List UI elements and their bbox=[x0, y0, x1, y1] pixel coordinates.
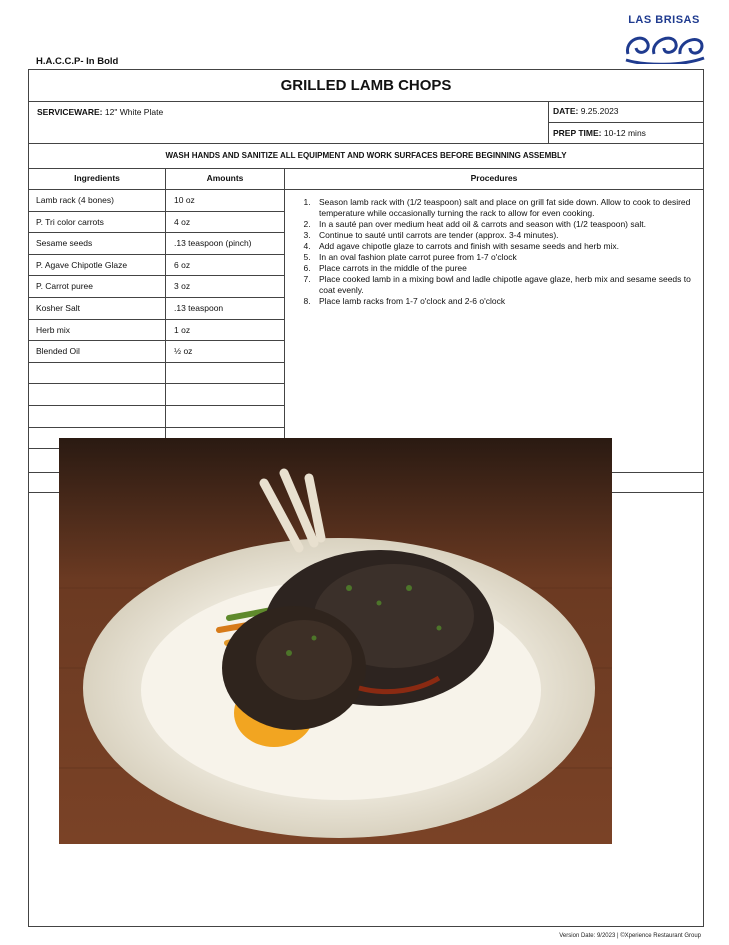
brand-logo bbox=[622, 14, 706, 64]
ingredient-name: Blended Oil bbox=[29, 341, 166, 362]
ingredient-amount: 4 oz bbox=[166, 212, 285, 233]
table-row bbox=[29, 255, 285, 277]
table-row bbox=[29, 363, 285, 385]
procedure-step: 6. Place carrots in the middle of the puree bbox=[313, 263, 693, 274]
prep-time-cell bbox=[549, 123, 703, 144]
date-value: 9.25.2023 bbox=[580, 106, 619, 116]
ingredient-amount: 6 oz bbox=[166, 255, 285, 276]
ingredients-header: Ingredients bbox=[29, 168, 166, 190]
ingredient-name: P. Tri color carrots bbox=[29, 212, 166, 233]
table-row bbox=[29, 406, 285, 428]
procedure-step: 1. Season lamb rack with (1/2 teaspoon) salt and place on grill fat side down. Allow to cook to desired temperature while occasionally turning the rack to allow for even cooking. bbox=[313, 197, 693, 219]
version-footer: Version Date: 9/2023 | ©Xperience Restaurant Group bbox=[559, 933, 701, 939]
table-row bbox=[29, 384, 285, 406]
procedure-step: 7. Place cooked lamb in a mixing bowl and ladle chipotle agave glaze, herb mix and sesame seeds to coat evenly. bbox=[313, 274, 693, 296]
serviceware-label: SERVICEWARE: bbox=[37, 107, 103, 117]
table-row bbox=[29, 212, 285, 234]
ingredient-name: P. Carrot puree bbox=[29, 276, 166, 297]
table-row bbox=[29, 276, 285, 298]
date-label: DATE: bbox=[553, 106, 579, 116]
ingredient-amount bbox=[166, 384, 285, 405]
procedure-step: 3. Continue to sauté until carrots are tender (approx. 3-4 minutes). bbox=[313, 230, 693, 241]
date-cell bbox=[549, 101, 703, 123]
recipe-title: GRILLED LAMB CHOPS bbox=[29, 70, 703, 102]
ingredient-amount: 1 oz bbox=[166, 320, 285, 341]
procedure-step: 8. Place lamb racks from 1-7 o'clock and 2-6 o'clock bbox=[313, 296, 693, 307]
prep-time-label: PREP TIME: bbox=[553, 128, 602, 138]
prep-time-value: 10-12 mins bbox=[603, 128, 646, 138]
ingredient-amount: .13 teaspoon bbox=[166, 298, 285, 319]
ingredients-table bbox=[29, 190, 285, 471]
ingredient-amount bbox=[166, 406, 285, 427]
serviceware-value: 12" White Plate bbox=[104, 107, 164, 117]
ingredient-amount: 3 oz bbox=[166, 276, 285, 297]
haccp-note: H.A.C.C.P- In Bold bbox=[36, 56, 119, 67]
amounts-header: Amounts bbox=[166, 168, 285, 190]
procedure-step: 4. Add agave chipotle glaze to carrots and finish with sesame seeds and herb mix. bbox=[313, 241, 693, 252]
table-row bbox=[29, 190, 285, 212]
logo-text: LAS BRISAS bbox=[628, 14, 700, 26]
procedures-list bbox=[285, 190, 703, 472]
ingredient-amount: ½ oz bbox=[166, 341, 285, 362]
procedure-step: 2. In a sauté pan over medium heat add oil & carrots and season with (1/2 teaspoon) salt. bbox=[313, 219, 693, 230]
table-row bbox=[29, 298, 285, 320]
ingredient-name: Sesame seeds bbox=[29, 233, 166, 254]
ingredient-amount bbox=[166, 363, 285, 384]
ingredient-name: Lamb rack (4 bones) bbox=[29, 190, 166, 211]
ingredient-name: P. Agave Chipotle Glaze bbox=[29, 255, 166, 276]
ingredient-name bbox=[29, 406, 166, 427]
table-row bbox=[29, 233, 285, 255]
wash-notice: WASH HANDS AND SANITIZE ALL EQUIPMENT AND WORK SURFACES BEFORE BEGINNING ASSEMBLY bbox=[29, 144, 703, 169]
ingredient-name: Kosher Salt bbox=[29, 298, 166, 319]
ingredient-name bbox=[29, 363, 166, 384]
wave-logo-icon bbox=[622, 26, 706, 64]
ingredient-amount: 10 oz bbox=[166, 190, 285, 211]
dish-photo bbox=[59, 438, 612, 844]
serviceware-cell bbox=[29, 101, 549, 144]
ingredient-amount: .13 teaspoon (pinch) bbox=[166, 233, 285, 254]
ingredient-name: Herb mix bbox=[29, 320, 166, 341]
procedures-header: Procedures bbox=[285, 168, 703, 190]
table-row bbox=[29, 320, 285, 342]
procedure-step: 5. In an oval fashion plate carrot puree from 1-7 o'clock bbox=[313, 252, 693, 263]
ingredient-name bbox=[29, 384, 166, 405]
table-row bbox=[29, 341, 285, 363]
